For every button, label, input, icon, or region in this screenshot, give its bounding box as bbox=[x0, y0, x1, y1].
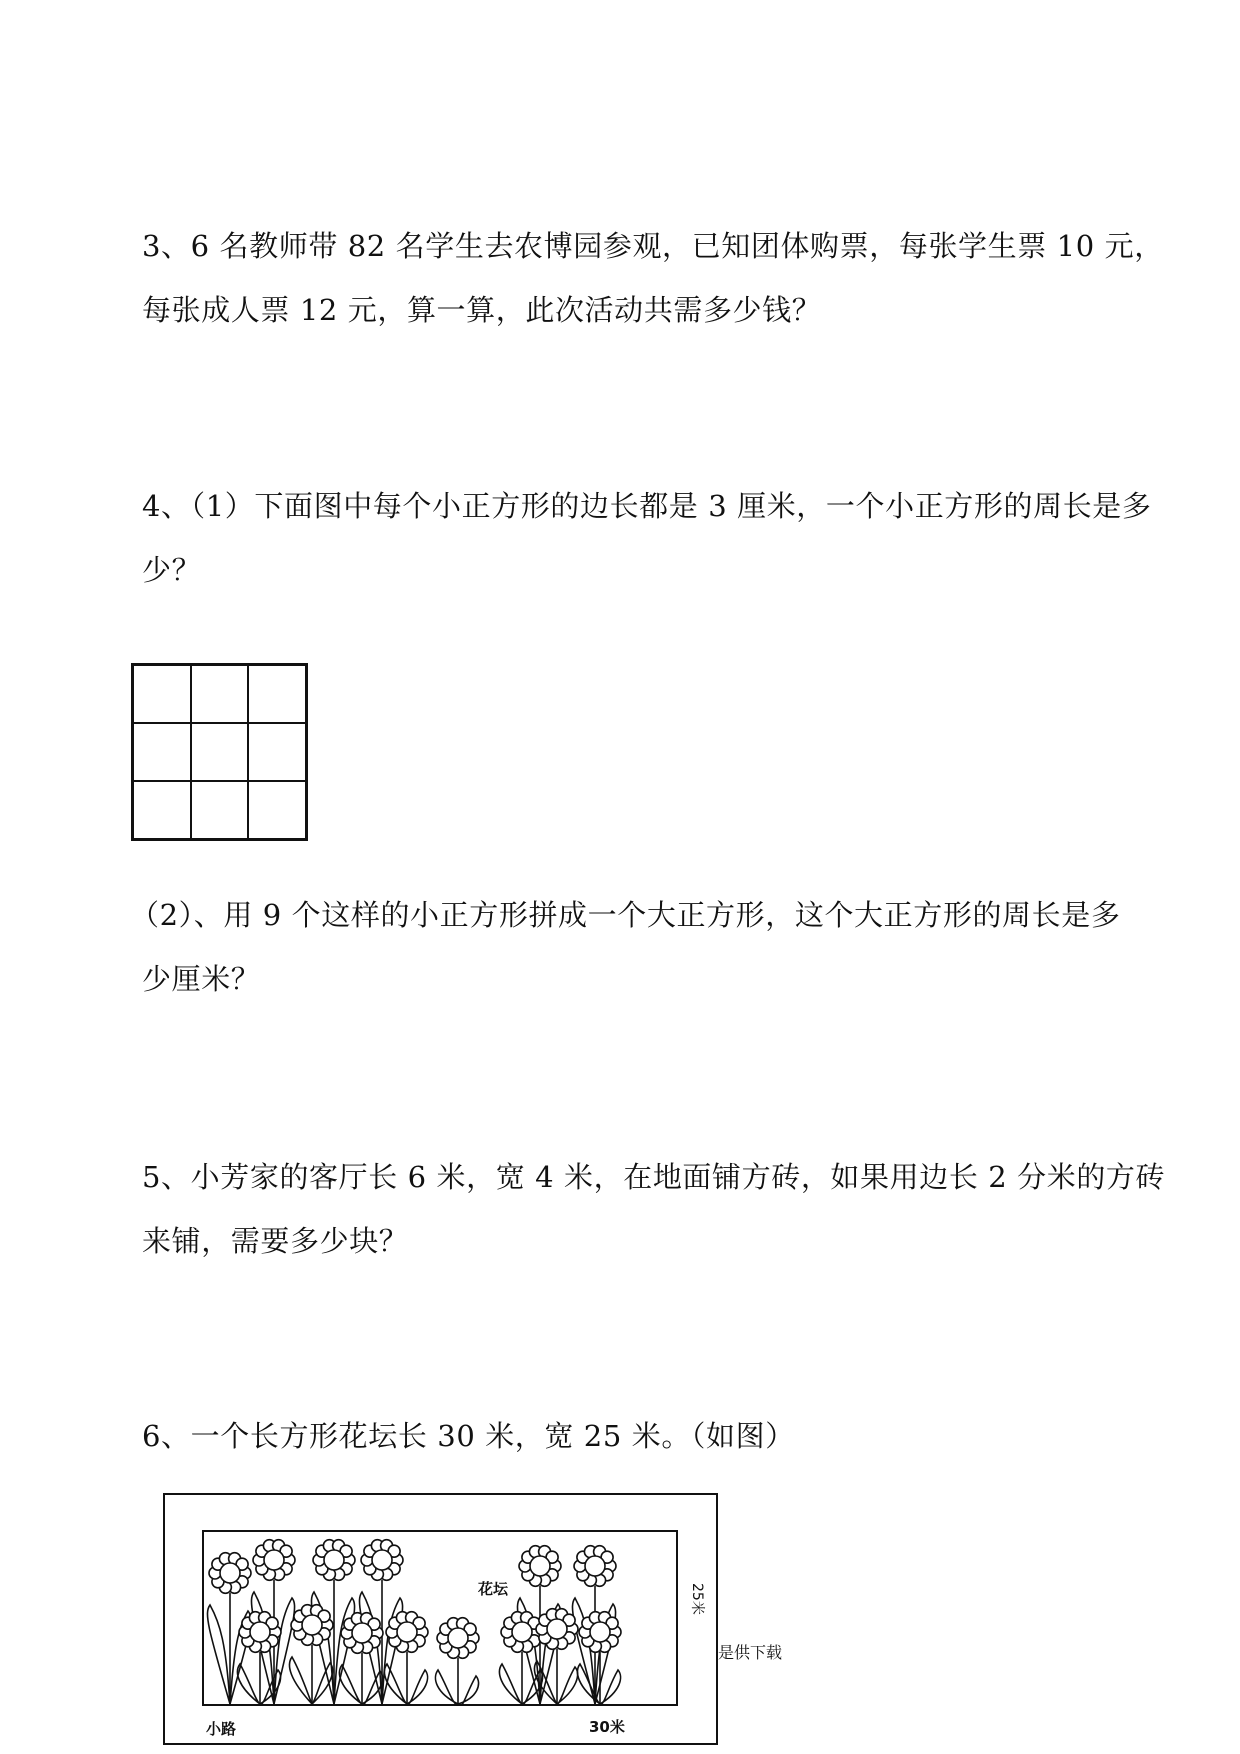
flower-stem bbox=[384, 1664, 407, 1704]
q5-line-2: 来铺，需要多少块？ bbox=[142, 1224, 409, 1258]
grid-cell bbox=[191, 781, 249, 839]
q6-line-1: 6、一个长方形花坛长 30 米，宽 25 米。（如图） bbox=[142, 1419, 795, 1453]
flower-stem bbox=[435, 1670, 458, 1705]
flower-illustration bbox=[202, 1530, 678, 1706]
width-label: 25米 bbox=[689, 1583, 705, 1615]
q5-line-1: 5、小芳家的客厅长 6 米，宽 4 米，在地面铺方砖，如果用边长 2 分米的方砖 bbox=[142, 1160, 1166, 1194]
flower-petal bbox=[352, 1623, 372, 1643]
flower-stem bbox=[312, 1663, 333, 1704]
flower-stem bbox=[557, 1667, 578, 1704]
side-note-text: 是供下载 bbox=[718, 1643, 783, 1662]
flower-petal bbox=[547, 1619, 567, 1639]
grid-cell bbox=[133, 723, 191, 781]
q4-part1-line-1: 4、（1）下面图中每个小正方形的边长都是 3 厘米，一个小正方形的周长是多 bbox=[142, 489, 1152, 523]
grid-cell bbox=[191, 723, 249, 781]
flower-stem bbox=[458, 1676, 479, 1706]
flower-petal bbox=[585, 1556, 605, 1576]
flower-petal bbox=[448, 1628, 468, 1648]
flower-petal bbox=[250, 1622, 270, 1642]
grid-cell bbox=[133, 781, 191, 839]
flower-petal bbox=[220, 1563, 240, 1583]
grid-cell bbox=[248, 665, 306, 723]
path-label: 小路 bbox=[206, 1720, 237, 1738]
grid-cell bbox=[191, 665, 249, 723]
flower-petal bbox=[512, 1622, 532, 1642]
flower-stem bbox=[237, 1664, 260, 1704]
grid-cell bbox=[248, 781, 306, 839]
flower-bed-label: 花坛 bbox=[478, 1580, 509, 1598]
flower-stem bbox=[499, 1664, 522, 1704]
grid-cell bbox=[133, 665, 191, 723]
flower-stem bbox=[289, 1657, 312, 1704]
q3-line-1: 3、6 名教师带 82 名学生去农博园参观，已知团体购票，每张学生票 10 元， bbox=[142, 229, 1164, 263]
flower-stem bbox=[339, 1665, 362, 1704]
q3-line-2: 每张成人票 12 元，算一算，此次活动共需多少钱？ bbox=[142, 293, 822, 327]
flower-petal bbox=[372, 1550, 392, 1570]
flower-stem bbox=[207, 1605, 230, 1704]
flower-petal bbox=[590, 1622, 610, 1642]
grid-cell bbox=[248, 723, 306, 781]
flower-stem bbox=[260, 1670, 281, 1704]
flower-stem bbox=[334, 1598, 355, 1704]
q4-part2-line-1: （2）、用 9 个这样的小正方形拼成一个大正方形，这个大正方形的周长是多 bbox=[130, 898, 1121, 932]
flower-petal bbox=[324, 1550, 344, 1570]
square-grid-figure bbox=[131, 663, 308, 841]
length-label: 30米 bbox=[589, 1718, 625, 1736]
flower-petal bbox=[530, 1556, 550, 1576]
q4-part2-line-2: 少厘米？ bbox=[142, 962, 261, 996]
flower-stem bbox=[407, 1670, 428, 1704]
flower-petal bbox=[302, 1615, 322, 1635]
flower-petal bbox=[264, 1550, 284, 1570]
flower-petal bbox=[397, 1622, 417, 1642]
q4-part1-line-2: 少？ bbox=[142, 553, 202, 587]
